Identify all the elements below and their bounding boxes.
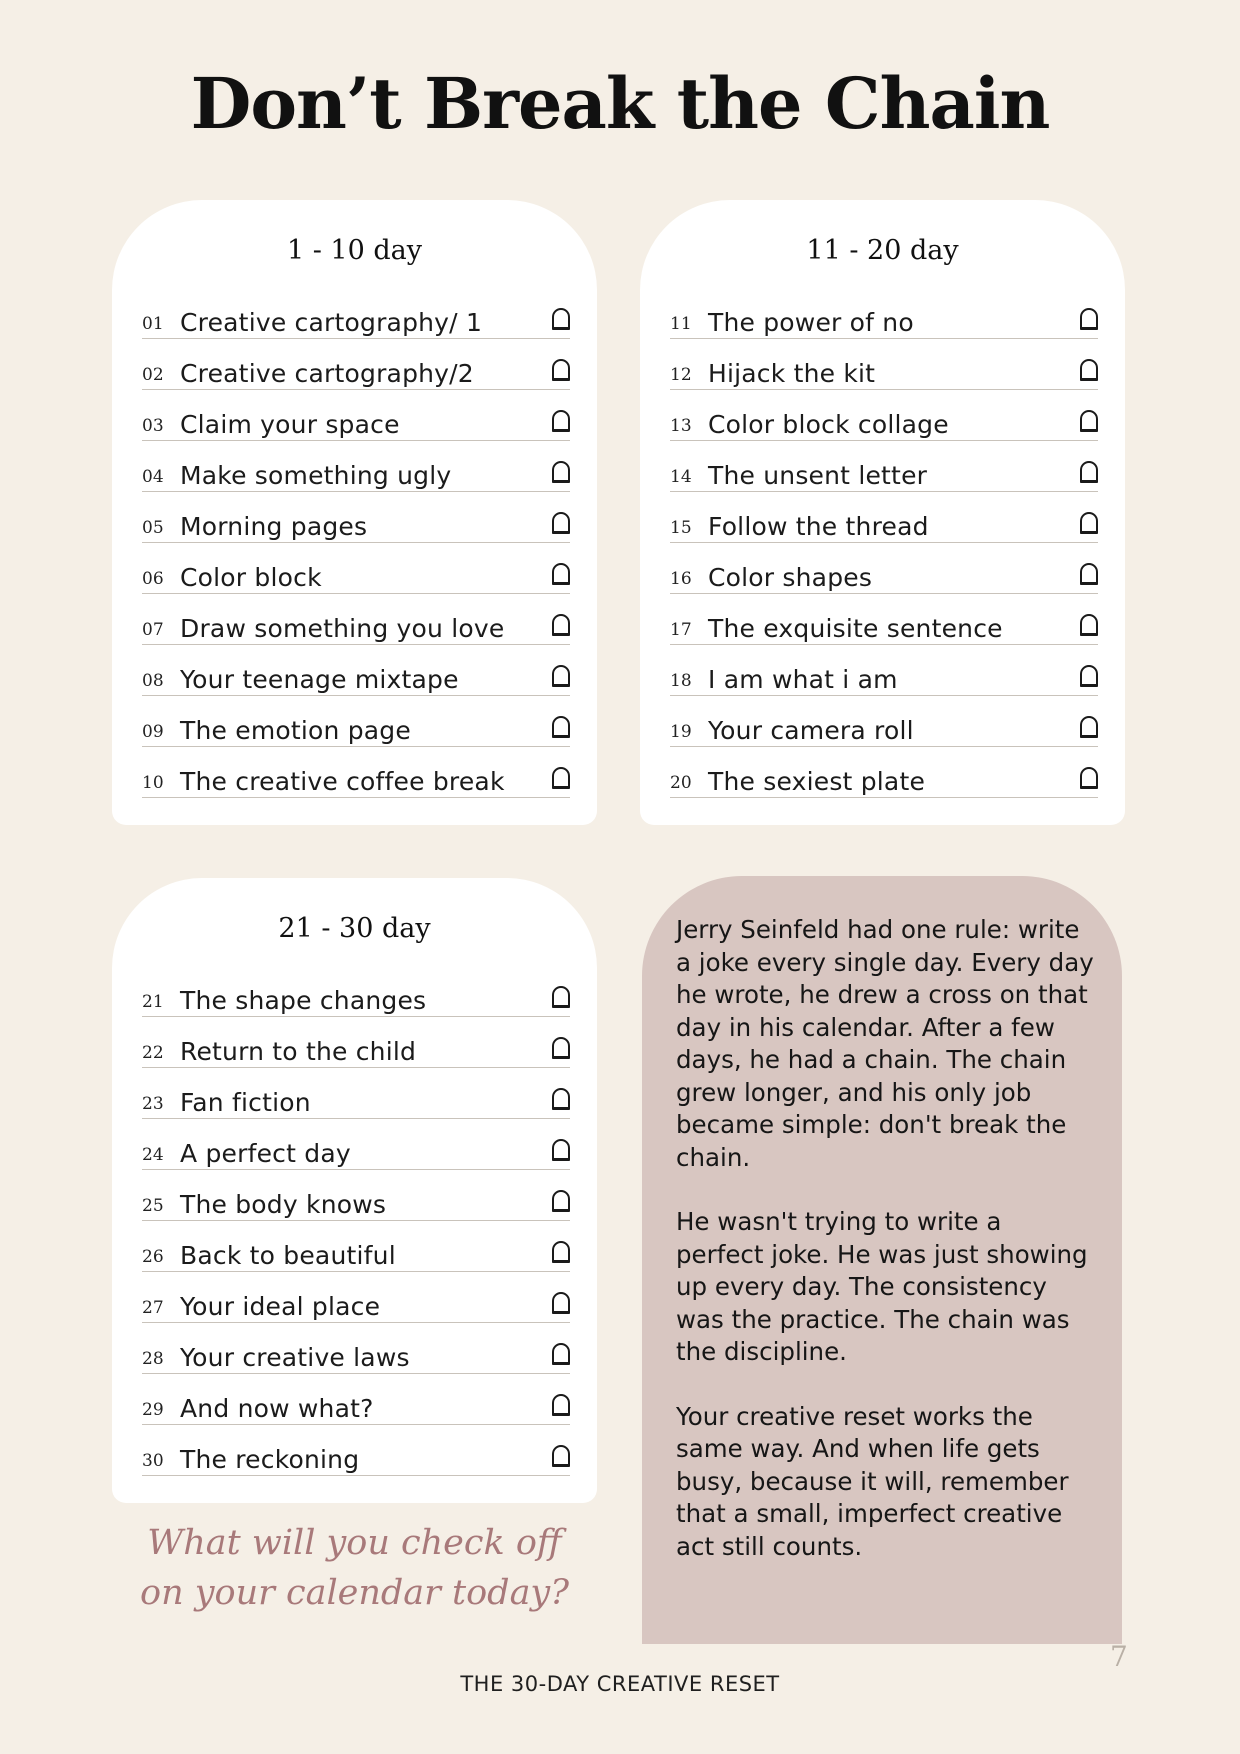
list-item bbox=[142, 1374, 570, 1425]
day-number: 03 bbox=[142, 416, 164, 436]
list-item bbox=[670, 696, 1098, 747]
checklist-card-days-11-20 bbox=[640, 200, 1125, 825]
checkbox-icon[interactable] bbox=[552, 1343, 570, 1365]
list-item bbox=[670, 492, 1098, 543]
day-label: Back to beautiful bbox=[180, 1241, 396, 1270]
list-item bbox=[142, 966, 570, 1017]
day-number: 18 bbox=[670, 671, 692, 691]
page-title: Don’t Break the Chain bbox=[190, 62, 1050, 145]
day-number: 27 bbox=[142, 1298, 164, 1318]
day-number: 10 bbox=[142, 773, 164, 793]
checkbox-icon[interactable] bbox=[1080, 410, 1098, 432]
day-number: 26 bbox=[142, 1247, 164, 1267]
checkbox-icon[interactable] bbox=[552, 1139, 570, 1161]
checkbox-icon[interactable] bbox=[552, 1088, 570, 1110]
checkbox-icon[interactable] bbox=[1080, 665, 1098, 687]
list-item bbox=[670, 441, 1098, 492]
card-heading: 1 - 10 day bbox=[286, 235, 423, 266]
list-item bbox=[670, 645, 1098, 696]
prompt-line-1: What will you check off bbox=[147, 1523, 562, 1563]
day-label: Your teenage mixtape bbox=[180, 665, 459, 694]
day-number: 11 bbox=[670, 314, 692, 334]
list-item bbox=[142, 747, 570, 798]
list-item bbox=[142, 1119, 570, 1170]
day-label: Morning pages bbox=[180, 512, 368, 541]
card-heading: 21 - 30 day bbox=[278, 913, 431, 944]
list-item bbox=[142, 441, 570, 492]
checkbox-icon[interactable] bbox=[552, 767, 570, 789]
checkbox-icon[interactable] bbox=[1080, 308, 1098, 330]
checkbox-icon[interactable] bbox=[552, 308, 570, 330]
day-label: I am what i am bbox=[708, 665, 898, 694]
list-item bbox=[142, 288, 570, 339]
list-item bbox=[670, 390, 1098, 441]
list-item bbox=[142, 1221, 570, 1272]
checkbox-icon[interactable] bbox=[552, 1394, 570, 1416]
day-label: The reckoning bbox=[180, 1445, 360, 1474]
checkbox-icon[interactable] bbox=[552, 461, 570, 483]
day-number: 17 bbox=[670, 620, 692, 640]
list-item bbox=[142, 543, 570, 594]
day-label: Hijack the kit bbox=[708, 359, 876, 388]
quote-paragraph-2: He wasn't trying to write a perfect joke. He was just showing up every day. The consistency was the practice. The chain was the discipline. bbox=[676, 1207, 1088, 1366]
list-item bbox=[142, 492, 570, 543]
day-label: Claim your space bbox=[180, 410, 400, 439]
checkbox-icon[interactable] bbox=[1080, 461, 1098, 483]
list-item bbox=[142, 696, 570, 747]
checkbox-icon[interactable] bbox=[1080, 512, 1098, 534]
checkbox-icon[interactable] bbox=[552, 359, 570, 381]
footer-title: THE 30-DAY CREATIVE RESET bbox=[460, 1672, 780, 1696]
day-label: A perfect day bbox=[180, 1139, 351, 1168]
checklist bbox=[142, 288, 570, 798]
day-label: Color block bbox=[180, 563, 322, 592]
list-item bbox=[670, 747, 1098, 798]
checklist bbox=[142, 966, 570, 1476]
list-item bbox=[142, 1068, 570, 1119]
day-label: Creative cartography/2 bbox=[180, 359, 474, 388]
prompt-line-2: on your calendar today? bbox=[140, 1573, 569, 1613]
day-number: 06 bbox=[142, 569, 164, 589]
checkbox-icon[interactable] bbox=[552, 1037, 570, 1059]
checklist-card-days-21-30 bbox=[112, 878, 597, 1503]
day-label: The creative coffee break bbox=[180, 767, 505, 796]
day-number: 16 bbox=[670, 569, 692, 589]
checklist-card-days-1-10 bbox=[112, 200, 597, 825]
day-number: 24 bbox=[142, 1145, 164, 1165]
day-label: The sexiest plate bbox=[708, 767, 926, 796]
day-label: The power of no bbox=[708, 308, 914, 337]
day-number: 05 bbox=[142, 518, 164, 538]
quote-text bbox=[676, 914, 1094, 1595]
day-label: Follow the thread bbox=[708, 512, 929, 541]
checkbox-icon[interactable] bbox=[552, 1241, 570, 1263]
day-number: 25 bbox=[142, 1196, 164, 1216]
checkbox-icon[interactable] bbox=[552, 563, 570, 585]
day-number: 15 bbox=[670, 518, 692, 538]
day-number: 02 bbox=[142, 365, 164, 385]
day-label: Your creative laws bbox=[180, 1343, 410, 1372]
day-number: 23 bbox=[142, 1094, 164, 1114]
list-item bbox=[670, 339, 1098, 390]
list-item bbox=[142, 1170, 570, 1221]
day-label: Color block collage bbox=[708, 410, 949, 439]
day-number: 08 bbox=[142, 671, 164, 691]
day-label: Fan fiction bbox=[180, 1088, 311, 1117]
page-number: 7 bbox=[1110, 1640, 1128, 1673]
list-item bbox=[670, 288, 1098, 339]
day-number: 14 bbox=[670, 467, 692, 487]
list-item bbox=[142, 1425, 570, 1476]
checkbox-icon[interactable] bbox=[552, 1292, 570, 1314]
checkbox-icon[interactable] bbox=[1080, 767, 1098, 789]
day-number: 13 bbox=[670, 416, 692, 436]
checkbox-icon[interactable] bbox=[552, 410, 570, 432]
card-heading: 11 - 20 day bbox=[806, 235, 959, 266]
day-number: 07 bbox=[142, 620, 164, 640]
day-label: The body knows bbox=[180, 1190, 387, 1219]
day-label: Make something ugly bbox=[180, 461, 452, 490]
day-label: Return to the child bbox=[180, 1037, 417, 1066]
checkbox-icon[interactable] bbox=[1080, 359, 1098, 381]
day-label: The exquisite sentence bbox=[708, 614, 1003, 643]
day-label: Creative cartography/ 1 bbox=[180, 308, 483, 337]
day-number: 21 bbox=[142, 992, 164, 1012]
list-item bbox=[142, 1323, 570, 1374]
day-number: 19 bbox=[670, 722, 692, 742]
checklist bbox=[670, 288, 1098, 798]
list-item bbox=[670, 543, 1098, 594]
list-item bbox=[142, 1017, 570, 1068]
day-number: 29 bbox=[142, 1400, 164, 1420]
checkbox-icon[interactable] bbox=[552, 512, 570, 534]
checkbox-icon[interactable] bbox=[552, 1445, 570, 1467]
seinfeld-quote-panel bbox=[642, 876, 1122, 1644]
day-number: 30 bbox=[142, 1451, 164, 1471]
list-item bbox=[142, 1272, 570, 1323]
day-label: Draw something you love bbox=[180, 614, 505, 643]
list-item bbox=[142, 645, 570, 696]
day-number: 01 bbox=[142, 314, 164, 334]
day-label: The shape changes bbox=[180, 986, 427, 1015]
day-label: The emotion page bbox=[180, 716, 411, 745]
day-label: And now what? bbox=[180, 1394, 374, 1423]
day-number: 22 bbox=[142, 1043, 164, 1063]
quote-paragraph-1: Jerry Seinfeld had one rule: write a joke every single day. Every day he wrote, he drew a cross on that day in his calendar. After a few days, he had a chain. The chain grew longer, and his only job became simple: don't break the chain. bbox=[676, 915, 1094, 1172]
day-number: 28 bbox=[142, 1349, 164, 1369]
list-item bbox=[142, 339, 570, 390]
day-label: Color shapes bbox=[708, 563, 873, 592]
checkbox-icon[interactable] bbox=[552, 1190, 570, 1212]
reflection-prompt bbox=[112, 1518, 597, 1618]
day-number: 09 bbox=[142, 722, 164, 742]
day-label: Your ideal place bbox=[180, 1292, 381, 1321]
checkbox-icon[interactable] bbox=[552, 716, 570, 738]
list-item bbox=[142, 390, 570, 441]
checkbox-icon[interactable] bbox=[1080, 614, 1098, 636]
day-number: 12 bbox=[670, 365, 692, 385]
checkbox-icon[interactable] bbox=[1080, 716, 1098, 738]
list-item bbox=[670, 594, 1098, 645]
checkbox-icon[interactable] bbox=[552, 614, 570, 636]
day-number: 04 bbox=[142, 467, 164, 487]
checkbox-icon[interactable] bbox=[1080, 563, 1098, 585]
checkbox-icon[interactable] bbox=[552, 986, 570, 1008]
quote-paragraph-3: Your creative reset works the same way. And when life gets busy, because it will, remember that a small, imperfect creative act still counts. bbox=[676, 1401, 1069, 1561]
checkbox-icon[interactable] bbox=[552, 665, 570, 687]
list-item bbox=[142, 594, 570, 645]
day-label: The unsent letter bbox=[708, 461, 928, 490]
day-label: Your camera roll bbox=[708, 716, 914, 745]
day-number: 20 bbox=[670, 773, 692, 793]
